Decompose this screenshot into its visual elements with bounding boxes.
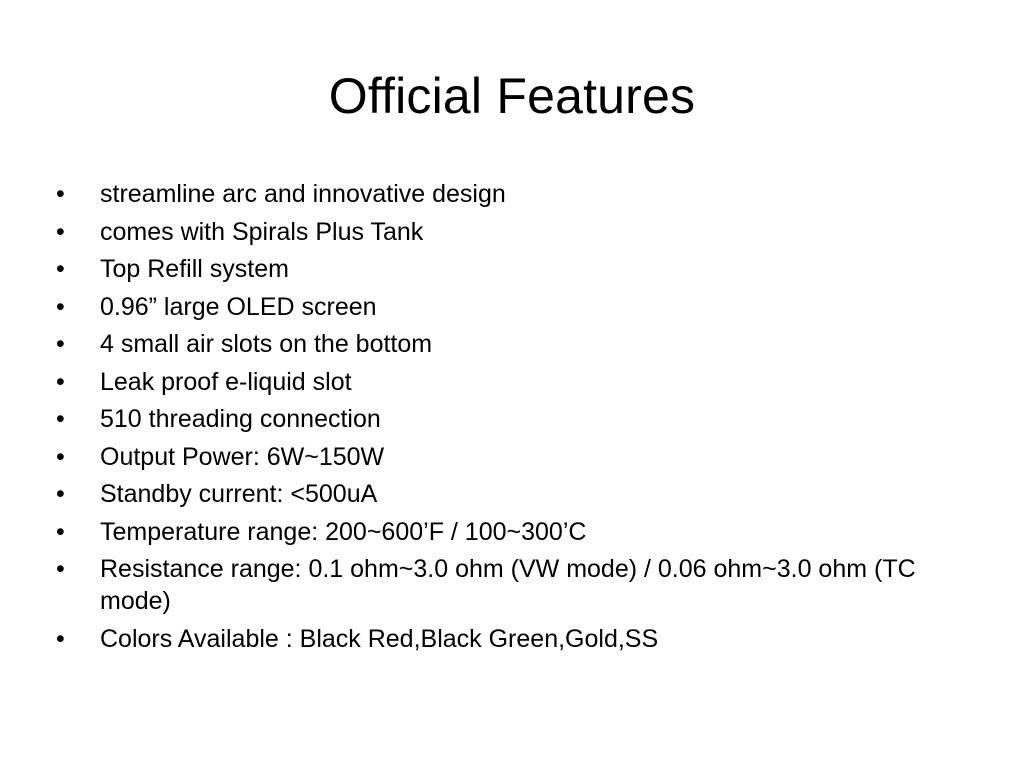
list-item-text: 0.96” large OLED screen (100, 292, 377, 321)
list-item (56, 216, 936, 248)
list-item (56, 478, 936, 510)
bullet-icon: • (56, 442, 65, 471)
bullet-icon: • (56, 180, 65, 208)
list-item (56, 291, 936, 323)
list-item-text: Leak proof e-liquid slot (100, 367, 352, 396)
list-item-text: Resistance range: 0.1 ohm~3.0 ohm (VW mode) / 0.06 ohm~3.0 ohm (TC mode) (100, 555, 916, 615)
list-item-text: Output Power: 6W~150W (100, 442, 385, 471)
list-item (56, 253, 936, 285)
list-item-text: 4 small air slots on the bottom (100, 330, 433, 358)
list-item (56, 366, 936, 398)
bullet-icon: • (56, 480, 65, 508)
list-item (56, 516, 936, 548)
bullet-icon: • (56, 330, 65, 358)
list-item-text: Standby current: <500uA (100, 480, 378, 508)
list-item-text: 510 threading connection (100, 405, 381, 433)
list-item-text: Top Refill system (100, 255, 289, 283)
list-item-text: comes with Spirals Plus Tank (100, 217, 424, 246)
list-item-text: streamline arc and innovative design (100, 180, 506, 208)
list-item (56, 328, 936, 360)
slide-title: Official Features (328, 68, 696, 124)
bullet-icon: • (56, 555, 65, 583)
list-item (56, 178, 936, 210)
list-item (56, 441, 936, 473)
list-item-text: Temperature range: 200~600’F / 100~300’C (100, 517, 587, 546)
bullet-icon: • (56, 624, 65, 653)
list-item-text: Colors Available : Black Red,Black Green,Gold,SS (100, 624, 659, 653)
list-item (56, 403, 936, 435)
bullet-icon: • (56, 367, 65, 396)
bullet-icon: • (56, 255, 65, 283)
feature-list (56, 178, 936, 660)
list-item (56, 623, 936, 655)
bullet-icon: • (56, 217, 65, 246)
bullet-icon: • (56, 405, 65, 433)
bullet-icon: • (56, 517, 65, 546)
bullet-icon: • (56, 292, 65, 321)
list-item (56, 553, 936, 617)
